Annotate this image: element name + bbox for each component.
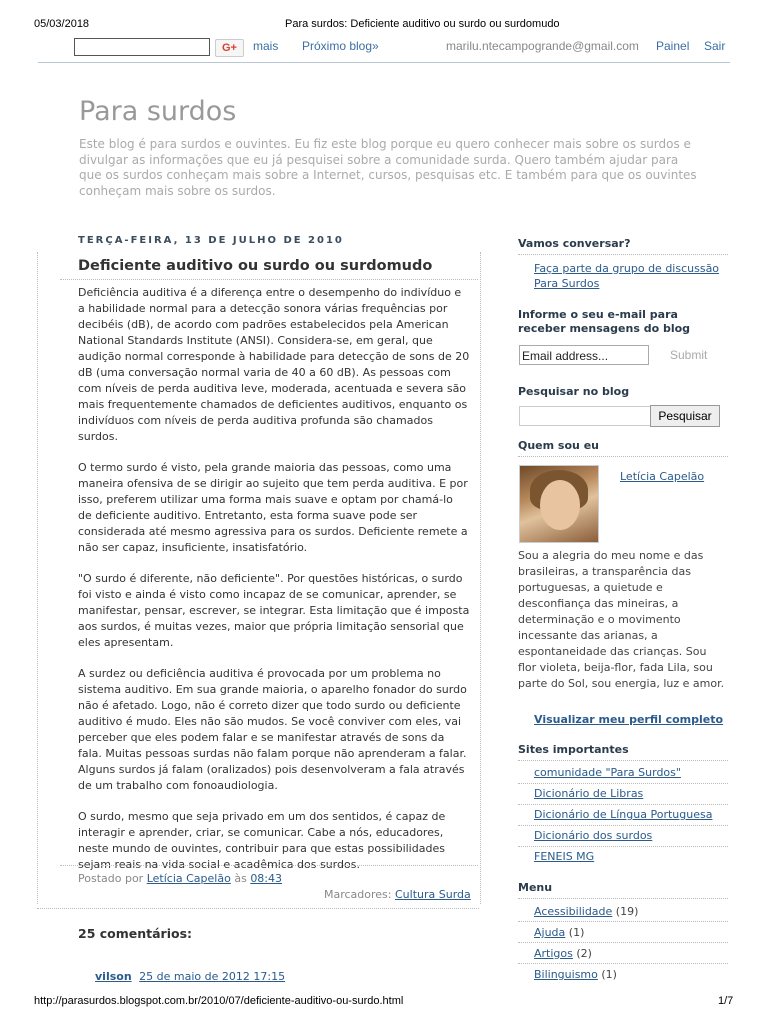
menu-item-link[interactable]: Bilinguismo: [534, 968, 598, 981]
user-email: marilu.ntecampogrande@gmail.com: [446, 39, 639, 53]
divider: [518, 942, 728, 943]
post-paragraph: O surdo, mesmo que seja privado em um dos sentidos, é capaz de interagir e aprender, criar, se comunicar. Cabe a nós, educadores, neste mundo de ouvintes, contribuir para que estas possibilidades sejam reais na vida social e acadêmica dos surdos.: [78, 810, 446, 871]
comment-date-link[interactable]: 25 de maio de 2012 17:15: [139, 970, 286, 983]
divider: [37, 908, 479, 909]
at-label: às: [234, 872, 247, 885]
menu-item: [534, 946, 592, 962]
submit-button[interactable]: Submit: [670, 348, 708, 362]
menu-item-count: (2): [576, 947, 592, 960]
post-labels: [324, 888, 471, 901]
print-title: Para surdos: Deficiente auditivo ou surdo ou surdomudo: [285, 18, 560, 30]
blog-description: Este blog é para surdos e ouvintes. Eu fiz este blog porque eu quero conhecer mais sobre os surdos e divulgar as informações que eu já pesquisei sobre a comunidade surda. Quero também ajudar para que os surdos conheçam mais sobre a Internet, cursos, pesquisas etc. E também para que os ouvintes conheçam mais sobre os surdos.: [79, 137, 697, 198]
site-link[interactable]: Dicionário de Libras: [534, 787, 644, 800]
divider: [518, 846, 728, 847]
comment-author-link[interactable]: vilson: [95, 970, 132, 983]
divider: [518, 898, 728, 899]
post-paragraph: A surdez ou deficiência auditiva é provocada por um problema no sistema auditivo. Em sua grande maioria, o aparelho fonador do surdo não é afetado. Logo, não é correto dizer que todo surdo ou deficiente auditivo é mudo. Eles não são mudos. Se você conviver com eles, vai perceber que eles podem falar e se manifestar através de sons da fala. Muitas pessoas surdas não falam porque não aprenderam a falar. Alguns surdos já falam (oralizados) pois desenvolveram a fala através de um trabalho com fonoaudiologia.: [78, 667, 467, 792]
avatar[interactable]: [519, 465, 599, 543]
blogger-navbar: [38, 36, 730, 63]
comments-title: 25 comentários:: [78, 926, 193, 941]
divider: [518, 254, 728, 255]
post-title[interactable]: Deficiente auditivo ou surdo ou surdomudo: [78, 258, 433, 274]
post-date: TERÇA-FEIRA, 13 DE JULHO DE 2010: [78, 235, 344, 246]
post-paragraph: Deficiência auditiva é a diferença entre o desempenho do indivíduo e a habilidade normal para a detecção sonora várias frequências por decibéis (dB), de acordo com padrões estabelecidos pela American National Standards Institute (ANSI). Considera-se, em geral, que audição normal corresponde à habilidade para detecção de sons de 20 dB (uma conversação normal varia de 40 a 60 dB). As pessoas com com níveis de perda auditiva leve, moderada, acentuada e severa são mais frequentemente chamados de deficientes auditivos, enquanto os indivíduos com níveis de perda auditiva profunda são chamados surdos.: [78, 286, 470, 443]
post-time-link[interactable]: 08:43: [250, 872, 283, 885]
post-paragraph: "O surdo é diferente, não deficiente". Por questões históricas, o surdo foi visto e ainda é visto como incapaz de se comunicar, aprender, se manifestar, pensar, escrever, se integrar. Esta limitação que é imposta aos surdos, é muitas vezes, maior que própria limitação sensorial que eles apresentam.: [78, 572, 470, 649]
email-field[interactable]: Email address...: [519, 345, 649, 365]
author-bio: Sou a alegria do meu nome e das brasileiras, a transparência das portuguesas, a quietude e desconfiança das mineiras, a determinação e o movimento incessante das arianas, a espontaneidade das crianças. Sou flor violeta, beija-flor, fada Lila, sou parte do Sol, sou energia, luz e amor.: [518, 549, 725, 690]
divider: [518, 921, 728, 922]
posted-by-label: Postado por: [78, 872, 144, 885]
blog-title[interactable]: Para surdos: [79, 96, 237, 127]
menu-item: [534, 967, 617, 983]
labels-title: Marcadores:: [324, 888, 392, 901]
panel-link[interactable]: Painel: [656, 39, 690, 53]
print-page-number: 1/7: [718, 995, 734, 1007]
divider: [518, 963, 728, 964]
site-link[interactable]: FENEIS MG: [534, 850, 595, 863]
divider: [518, 760, 728, 761]
subscribe-widget-title: Informe o seu e-mail para receber mensagens do blog: [518, 308, 691, 335]
profile-name-link[interactable]: Letícia Capelão: [620, 470, 705, 483]
print-date: 05/03/2018: [34, 18, 90, 30]
menu-item-link[interactable]: Artigos: [534, 947, 573, 960]
divider: [60, 279, 478, 280]
sites-widget-title: Sites importantes: [518, 743, 629, 756]
navbar-search-input[interactable]: [74, 38, 210, 56]
search-widget-title: Pesquisar no blog: [518, 385, 630, 398]
exit-link[interactable]: Sair: [704, 39, 726, 53]
post-byline: [78, 872, 282, 885]
comment-header: [95, 970, 285, 983]
post-body: [78, 285, 470, 888]
view-profile-link[interactable]: Visualizar meu perfil completo: [534, 713, 724, 726]
divider: [518, 783, 728, 784]
menu-item-count: (1): [568, 926, 585, 939]
divider: [518, 825, 728, 826]
menu-widget-title: Menu: [518, 881, 553, 894]
blog-search-input[interactable]: [519, 406, 651, 426]
author-link[interactable]: Letícia Capelão: [146, 872, 231, 885]
menu-item-count: (1): [601, 968, 617, 981]
menu-item-link[interactable]: Acessibilidade: [534, 905, 613, 918]
chat-widget-title: Vamos conversar?: [518, 237, 631, 250]
site-link[interactable]: comunidade "Para Surdos": [534, 766, 681, 779]
divider: [518, 804, 728, 805]
menu-item-link[interactable]: Ajuda: [534, 926, 566, 939]
label-link[interactable]: Cultura Surda: [395, 888, 471, 901]
menu-item-count: (19): [615, 905, 639, 918]
divider: [60, 865, 478, 866]
menu-item: [534, 925, 584, 941]
menu-item: [534, 904, 638, 920]
next-blog-link[interactable]: Próximo blog»: [302, 39, 379, 53]
site-link[interactable]: Dicionário dos surdos: [534, 829, 653, 842]
search-button[interactable]: Pesquisar: [650, 405, 720, 427]
about-widget-title: Quem sou eu: [518, 439, 599, 452]
gplus-button[interactable]: G+: [215, 39, 244, 57]
discussion-group-link[interactable]: Faça parte da grupo de discussão Para Surdos: [534, 262, 720, 290]
post-paragraph: O termo surdo é visto, pela grande maioria das pessoas, como uma maneira ofensiva de se dirigir ao sujeito que tem perda auditiva. E por isso, preferem utilizar uma forma mais suave e optam por chamá-lo de deficiente auditivo. Entretanto, esta forma suave pode ser considerada até mesmo agressiva para os surdos. Deficiente remete a não ser capaz, insuficiente, insatisfatório.: [78, 461, 468, 554]
more-link[interactable]: mais: [253, 39, 279, 53]
print-url: http://parasurdos.blogspot.com.br/2010/07/deficiente-auditivo-ou-surdo.html: [34, 995, 404, 1007]
divider: [518, 456, 728, 457]
site-link[interactable]: Dicionário de Língua Portuguesa: [534, 808, 713, 821]
